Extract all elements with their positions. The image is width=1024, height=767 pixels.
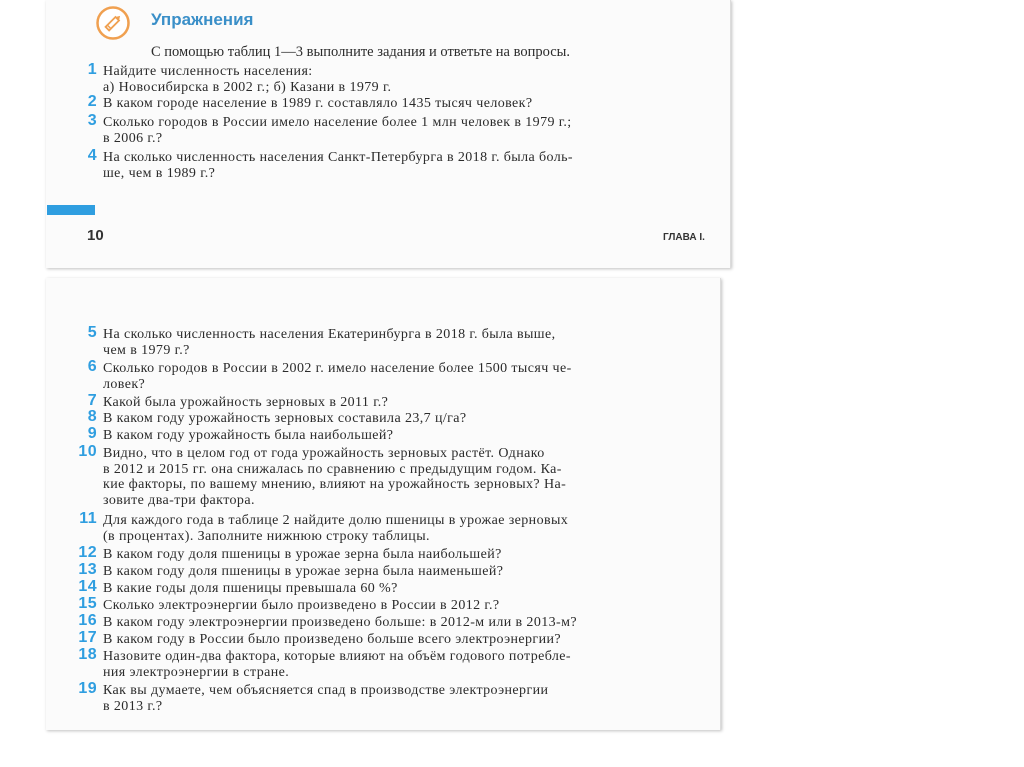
question-number: 9	[87, 425, 97, 442]
question-number: 5	[87, 324, 97, 341]
question-item	[87, 408, 693, 427]
question-line: а) Новосибирска в 2002 г.; б) Казани в 1979 г.	[103, 79, 392, 95]
question-line: Как вы думаете, чем объясняется спад в производстве электроэнергии	[103, 683, 549, 698]
question-item	[79, 510, 693, 544]
question-item	[78, 680, 693, 714]
question-item	[78, 443, 693, 508]
question-item	[87, 358, 693, 392]
question-line: В каком году урожайность была наибольшей?	[103, 428, 394, 443]
question-item	[87, 93, 693, 112]
question-number: 2	[87, 93, 97, 110]
question-line: Видно, что в целом год от года урожайность зерновых растёт. Однако	[103, 446, 545, 461]
question-line: Сколько электроэнергии было произведено в России в 2012 г.?	[103, 598, 500, 613]
exercises-heading: Упражнения	[151, 10, 254, 29]
question-item	[87, 392, 693, 411]
question-item	[78, 629, 693, 648]
question-number: 17	[78, 629, 97, 646]
question-line: в 2012 и 2015 гг. она снижалась по сравнению с предыдущим годом. Ка-	[103, 461, 562, 477]
question-item	[78, 561, 693, 580]
question-item	[87, 61, 693, 95]
question-item	[87, 324, 693, 358]
pencil-icon	[96, 6, 130, 40]
question-number: 12	[78, 544, 97, 561]
question-line: чем в 1979 г.?	[103, 342, 190, 358]
question-line: На сколько численность населения Екатеринбурга в 2018 г. была выше,	[103, 327, 556, 342]
question-item	[87, 147, 693, 181]
question-number: 16	[78, 612, 97, 629]
question-item	[78, 578, 693, 597]
question-line: В каком году в России было произведено больше всего электроэнергии?	[103, 632, 561, 647]
question-number: 7	[87, 392, 97, 409]
question-line: ше, чем в 1989 г.?	[103, 165, 216, 181]
question-line: На сколько численность населения Санкт-Петербурга в 2018 г. была боль-	[103, 150, 573, 165]
question-item	[87, 425, 693, 444]
question-item	[87, 112, 693, 146]
question-line: ния электроэнергии в стране.	[103, 664, 290, 680]
question-line: Назовите один-два фактора, которые влияют на объём годового потребле-	[103, 649, 571, 664]
question-number: 1	[87, 61, 97, 78]
question-line: В каком году доля пшеницы в урожае зерна была наименьшей?	[103, 564, 504, 579]
question-line: в 2006 г.?	[103, 130, 163, 146]
page-number: 10	[87, 227, 104, 244]
accent-bar	[47, 205, 95, 215]
question-item	[78, 544, 693, 563]
question-number: 10	[78, 443, 97, 460]
question-line: В каком году урожайность зерновых составила 23,7 ц/га?	[103, 411, 467, 426]
question-line: ловек?	[103, 376, 146, 392]
question-item	[78, 646, 693, 680]
question-item	[78, 595, 693, 614]
question-number: 18	[78, 646, 97, 663]
question-line: В каком году доля пшеницы в урожае зерна была наибольшей?	[103, 547, 502, 562]
question-line: Сколько городов в России в 2002 г. имело население более 1500 тысяч че-	[103, 361, 572, 376]
exercises-intro: С помощью таблиц 1—3 выполните задания и ответьте на вопросы.	[151, 44, 571, 60]
question-line: В каком городе население в 1989 г. составляло 1435 тысяч человек?	[103, 96, 533, 111]
question-number: 19	[78, 680, 97, 697]
question-line: Сколько городов в России имело население более 1 млн человек в 1979 г.;	[103, 115, 572, 130]
question-line: В какие годы доля пшеницы превышала 60 %?	[103, 581, 398, 596]
question-line: кие факторы, по вашему мнению, влияют на урожайность зерновых? На-	[103, 477, 567, 492]
question-item	[78, 612, 693, 631]
question-number: 6	[87, 358, 97, 375]
question-line: зовите два-три фактора.	[103, 492, 255, 508]
question-number: 15	[78, 595, 97, 612]
question-line: В каком году электроэнергии произведено больше: в 2012-м или в 2013-м?	[103, 615, 577, 630]
question-line: Для каждого года в таблице 2 найдите долю пшеницы в урожае зерновых	[103, 513, 569, 528]
question-line: (в процентах). Заполните нижнюю строку таблицы.	[103, 528, 430, 544]
question-number: 14	[78, 578, 97, 595]
question-line: в 2013 г.?	[103, 698, 163, 714]
question-number: 11	[79, 510, 97, 527]
question-number: 3	[87, 112, 97, 129]
chapter-label: ГЛАВА I.	[663, 232, 705, 243]
question-line: Какой была урожайность зерновых в 2011 г.?	[103, 395, 389, 410]
question-number: 4	[87, 147, 97, 164]
question-number: 8	[87, 408, 97, 425]
question-number: 13	[78, 561, 97, 578]
question-line: Найдите численность населения:	[103, 64, 313, 79]
